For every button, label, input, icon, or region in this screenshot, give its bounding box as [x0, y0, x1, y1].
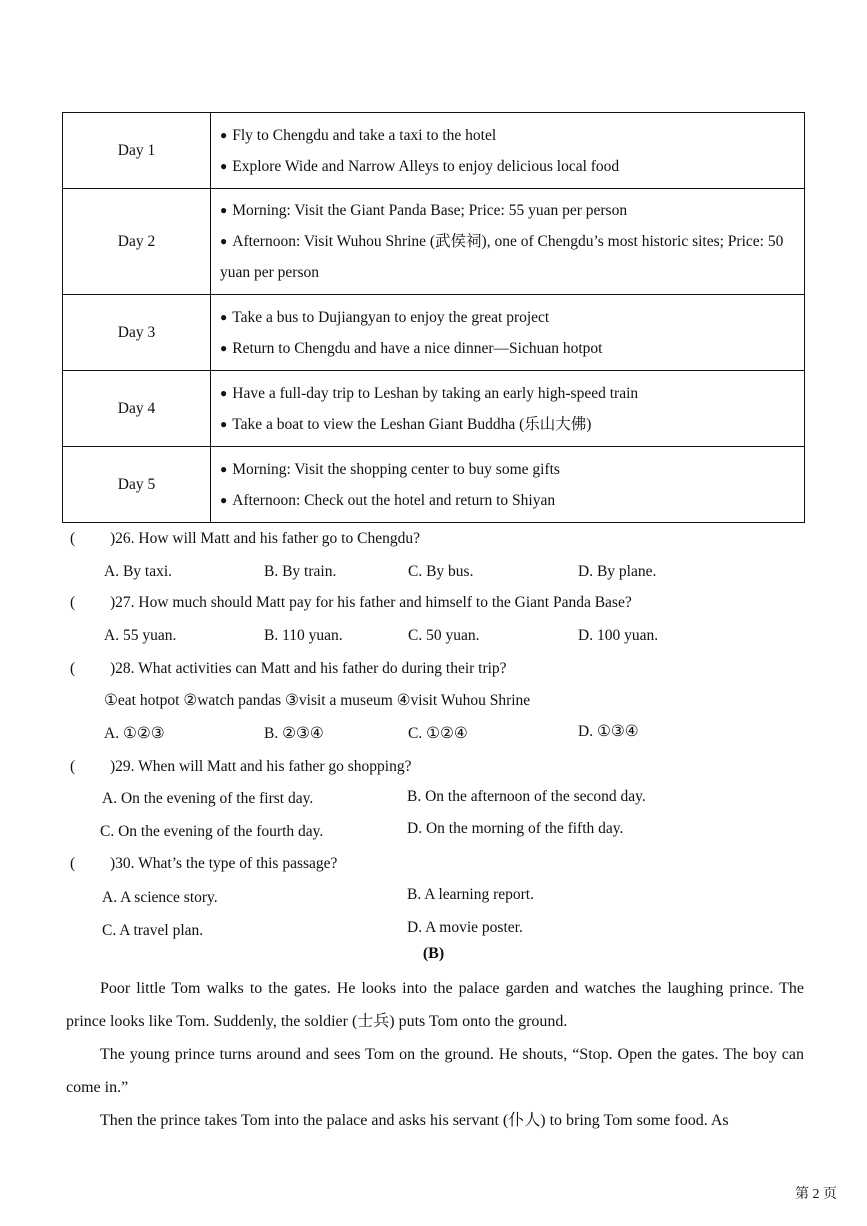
bullet-icon: ●: [220, 158, 228, 173]
day-cell: Day 3: [63, 295, 211, 371]
activity-text: Have a full-day trip to Leshan by taking an early high-speed train: [232, 384, 639, 402]
option-b: B. 110 yuan.: [264, 627, 343, 644]
passage-paragraph: Poor little Tom walks to the gates. He looks into the palace garden and watches the laughing prince. The prince looks like Tom. Suddenly, the soldier (士兵) puts Tom onto the ground.: [66, 980, 804, 1030]
table-row: [63, 189, 805, 295]
question-29: [70, 758, 411, 776]
day-cell: Day 2: [63, 189, 211, 295]
option-b: B. A learning report.: [407, 886, 534, 903]
activities-cell: [211, 447, 805, 523]
question-text: )30. What’s the type of this passage?: [110, 855, 338, 872]
option-a: A. On the evening of the first day.: [102, 790, 314, 807]
bullet-icon: ●: [220, 127, 228, 142]
activity-text: Morning: Visit the Giant Panda Base; Price: 55 yuan per person: [232, 202, 628, 219]
option-b: B. ②③④: [264, 725, 324, 742]
table-row: [63, 447, 805, 523]
activity-text: Take a boat to view the Leshan Giant Buddha (乐山大佛): [232, 415, 592, 433]
option-d: D. A movie poster.: [407, 919, 523, 936]
answer-blank[interactable]: (: [70, 530, 76, 547]
day-cell: Day 1: [63, 113, 211, 189]
question-27: [70, 594, 632, 612]
option-c: C. A travel plan.: [102, 922, 204, 939]
activities-cell: [211, 295, 805, 371]
question-text: )26. How will Matt and his father go to Chengdu?: [110, 530, 420, 547]
option-d: D. On the morning of the fifth day.: [407, 820, 624, 837]
day-cell: Day 4: [63, 371, 211, 447]
activities-cell: [211, 189, 805, 295]
option-d: D. ①③④: [578, 723, 639, 740]
passage-paragraph: Then the prince takes Tom into the palace and asks his servant (仆人) to bring Tom some food. As: [100, 1112, 729, 1129]
bullet-icon: ●: [220, 340, 228, 355]
bullet-icon: ●: [220, 203, 228, 217]
bullet-icon: ●: [220, 309, 228, 324]
answer-blank[interactable]: (: [70, 855, 76, 872]
activities-cell: [211, 113, 805, 189]
activity-text: Afternoon: Visit Wuhou Shrine (武侯祠), one of Chengdu’s most historic sites; Price: 50 yuan per person: [220, 233, 784, 281]
answer-blank[interactable]: (: [70, 660, 76, 677]
reading-passage: [66, 972, 804, 1137]
bullet-icon: ●: [220, 416, 228, 431]
question-26: [70, 530, 420, 548]
activity-text: Explore Wide and Narrow Alleys to enjoy delicious local food: [232, 157, 620, 175]
option-a: A. 55 yuan.: [104, 627, 177, 644]
section-heading: (B): [422, 945, 445, 962]
bullet-icon: ●: [220, 492, 228, 507]
activities-cell: [211, 371, 805, 447]
activity-text: Return to Chengdu and have a nice dinner—Sichuan hotpot: [232, 339, 603, 357]
activity-text: Afternoon: Check out the hotel and return to Shiyan: [232, 491, 556, 509]
answer-blank[interactable]: (: [70, 594, 76, 611]
option-c: C. By bus.: [408, 563, 474, 580]
answer-blank[interactable]: (: [70, 758, 76, 775]
option-a: A. A science story.: [102, 889, 218, 906]
table-row: [63, 113, 805, 189]
question-text: )29. When will Matt and his father go shopping?: [110, 758, 412, 775]
question-text: )27. How much should Matt pay for his father and himself to the Giant Panda Base?: [110, 594, 632, 611]
option-d: D. 100 yuan.: [578, 627, 659, 644]
option-a: A. ①②③: [104, 725, 165, 742]
option-a: A. By taxi.: [104, 563, 173, 580]
activity-text: Morning: Visit the shopping center to buy some gifts: [232, 460, 560, 478]
option-d: D. By plane.: [578, 563, 657, 580]
bullet-icon: ●: [220, 461, 228, 476]
table-row: [63, 371, 805, 447]
question-text: )28. What activities can Matt and his father do during their trip?: [110, 660, 507, 677]
bullet-icon: ●: [220, 385, 228, 400]
day-cell: Day 5: [63, 447, 211, 523]
activity-text: Fly to Chengdu and take a taxi to the hotel: [232, 126, 497, 144]
travel-plan-table: [62, 112, 805, 523]
activity-text: Take a bus to Dujiangyan to enjoy the great project: [232, 308, 550, 326]
option-c: C. 50 yuan.: [408, 627, 480, 644]
passage-paragraph: The young prince turns around and sees Tom on the ground. He shouts, “Stop. Open the gates. The boy can come in.”: [66, 1046, 804, 1096]
table-row: [63, 295, 805, 371]
option-c: C. ①②④: [408, 725, 468, 742]
option-c: C. On the evening of the fourth day.: [100, 823, 324, 840]
bullet-icon: ●: [220, 234, 228, 248]
page-number: 第 2 页: [795, 1187, 837, 1202]
option-b: B. On the afternoon of the second day.: [407, 788, 646, 805]
question-30: [70, 855, 337, 873]
question-28: [70, 660, 507, 678]
activity-choices: ①eat hotpot ②watch pandas ③visit a museum ④visit Wuhou Shrine: [104, 692, 531, 709]
option-b: B. By train.: [264, 563, 337, 580]
